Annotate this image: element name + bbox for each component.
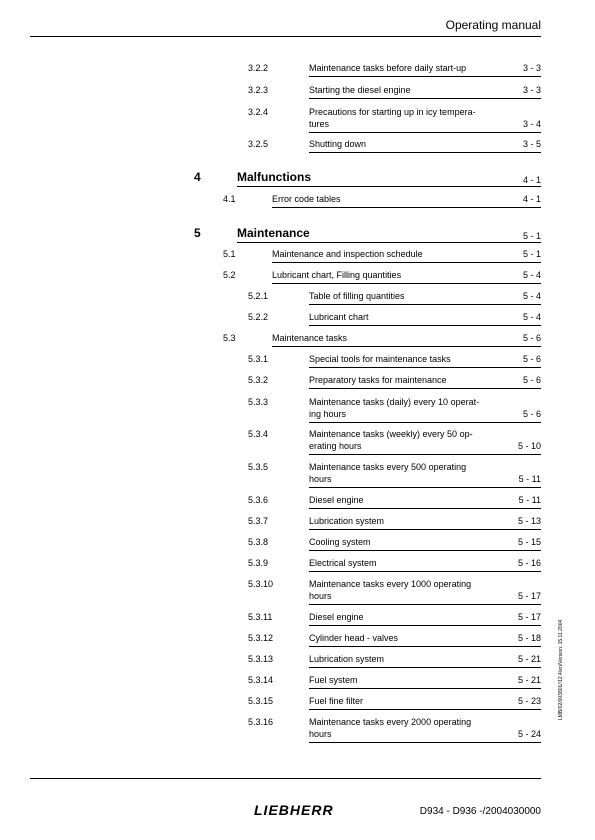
- toc-page-number: 5 - 21: [517, 654, 541, 664]
- toc-entry: [0, 557, 541, 573]
- toc-underline: [309, 604, 541, 605]
- toc-page-number: 5 - 16: [517, 558, 541, 568]
- toc-entry: [0, 536, 541, 552]
- toc-page-number: 5 - 11: [518, 474, 541, 484]
- toc-page-number: 5 - 17: [517, 612, 541, 622]
- toc-title: Cylinder head - valves: [309, 633, 399, 643]
- toc-underline: [309, 646, 541, 647]
- header-rule: [30, 36, 541, 37]
- toc-underline: [309, 571, 541, 572]
- toc-title: Special tools for maintenance tasks: [309, 354, 451, 364]
- toc-entry: [0, 653, 541, 669]
- toc-page-number: 3 - 4: [522, 119, 541, 129]
- toc-title: Diesel engine: [309, 612, 364, 622]
- header-title: Operating manual: [445, 18, 541, 32]
- toc-underline: [309, 388, 541, 389]
- toc-underline: [309, 742, 541, 743]
- toc-title: Preparatory tasks for maintenance: [309, 375, 447, 385]
- toc-underline: [309, 529, 541, 530]
- toc-page-number: 4 - 1: [522, 175, 541, 185]
- toc-entry: [0, 674, 541, 690]
- toc-title: Diesel engine: [309, 495, 364, 505]
- toc-title: hours: [309, 729, 332, 739]
- toc-entry: [0, 311, 541, 327]
- toc-number: 3.2.4: [248, 107, 269, 117]
- toc-entry: [0, 461, 541, 489]
- toc-entry: [0, 62, 541, 78]
- toc-page-number: 5 - 6: [522, 333, 541, 343]
- toc-entry: [0, 632, 541, 648]
- toc-entry: [0, 269, 541, 285]
- toc-title: Maintenance tasks (weekly) every 50 op-: [309, 429, 473, 439]
- toc-number: 5: [194, 226, 201, 240]
- toc-number: 5.2.2: [248, 312, 269, 322]
- toc-entry: [0, 193, 541, 209]
- toc-title: Maintenance tasks (daily) every 10 operat-: [309, 397, 480, 407]
- toc-number: 5.3: [223, 333, 236, 343]
- toc-page-number: 5 - 6: [522, 409, 541, 419]
- toc-entry: [0, 428, 541, 456]
- toc-title: hours: [309, 591, 332, 601]
- toc-title: Lubrication system: [309, 654, 385, 664]
- toc-page-number: 5 - 1: [522, 249, 541, 259]
- toc-number: 5.3.2: [248, 375, 269, 385]
- toc-title: Maintenance tasks every 1000 operating: [309, 579, 472, 589]
- footer-rule: [30, 778, 541, 779]
- toc-number: 5.3.16: [248, 717, 274, 727]
- toc-underline: [309, 454, 541, 455]
- toc-entry: [0, 248, 541, 264]
- toc-number: 5.3.5: [248, 462, 269, 472]
- toc-number: 5.1: [223, 249, 236, 259]
- toc-underline: [309, 132, 541, 133]
- toc-page-number: 5 - 23: [517, 696, 541, 706]
- toc-number: 5.3.8: [248, 537, 269, 547]
- toc-number: 5.3.11: [248, 612, 273, 622]
- toc-entry: [0, 716, 541, 744]
- toc-page-number: 5 - 13: [517, 516, 541, 526]
- document-code: D934 - D936 -/2004030000: [419, 806, 541, 817]
- toc-title: Starting the diesel engine: [309, 85, 411, 95]
- toc-number: 5.3.1: [248, 354, 269, 364]
- toc-entry: [0, 106, 541, 134]
- toc-underline: [309, 98, 541, 99]
- toc-page-number: 5 - 4: [522, 312, 541, 322]
- toc-page-number: 3 - 5: [522, 139, 541, 149]
- toc-entry: [0, 290, 541, 306]
- toc-page-number: 5 - 17: [517, 591, 541, 601]
- toc-page-number: 5 - 21: [517, 675, 541, 685]
- toc-page-number: 4 - 1: [522, 194, 541, 204]
- toc-number: 5.3.13: [248, 654, 274, 664]
- toc-title: Lubricant chart, Filling quantities: [272, 270, 402, 280]
- toc-page-number: 5 - 15: [517, 537, 541, 547]
- toc-underline: [309, 508, 541, 509]
- toc-title: Maintenance tasks: [272, 333, 348, 343]
- toc-page-number: 5 - 6: [522, 375, 541, 385]
- toc-title: hours: [309, 474, 332, 484]
- toc-number: 5.3.10: [248, 579, 274, 589]
- toc-title: Malfunctions: [237, 170, 311, 184]
- toc-title: Precautions for starting up in icy tempera-: [309, 107, 476, 117]
- toc-title: Maintenance tasks every 500 operating: [309, 462, 467, 472]
- toc-page-number: 5 - 10: [517, 441, 541, 451]
- toc-number: 5.3.14: [248, 675, 274, 685]
- toc-underline: [272, 262, 541, 263]
- toc-number: 5.3.12: [248, 633, 274, 643]
- toc-number: 5.3.3: [248, 397, 269, 407]
- toc-page-number: 5 - 4: [522, 291, 541, 301]
- toc-title: ing hours: [309, 409, 347, 419]
- toc-page-number: 5 - 18: [517, 633, 541, 643]
- liebherr-logo: [254, 802, 334, 823]
- toc-entry: [0, 374, 541, 390]
- toc-underline: [309, 625, 541, 626]
- toc-entry: [0, 396, 541, 424]
- toc-underline: [309, 422, 541, 423]
- toc-title: Cooling system: [309, 537, 371, 547]
- toc-number: 5.3.6: [248, 495, 269, 505]
- toc-page-number: 3 - 3: [522, 85, 541, 95]
- toc-title: Table of filling quantities: [309, 291, 405, 301]
- toc-underline: [309, 152, 541, 153]
- version-side-note: LMB/02/003801//12.4/en/Version: 15.11.2004: [558, 619, 564, 720]
- toc-number: 5.3.4: [248, 429, 269, 439]
- toc-underline: [309, 487, 541, 488]
- toc-underline: [309, 550, 541, 551]
- toc-page-number: 5 - 1: [522, 231, 541, 241]
- toc-title: Lubrication system: [309, 516, 385, 526]
- toc-underline: [237, 186, 541, 187]
- toc-underline: [309, 325, 541, 326]
- toc-number: 5.3.15: [248, 696, 274, 706]
- toc-page-number: 5 - 6: [522, 354, 541, 364]
- toc-underline: [309, 667, 541, 668]
- toc-underline: [309, 688, 541, 689]
- toc-number: 3.2.3: [248, 85, 269, 95]
- toc-entry: [0, 611, 541, 627]
- toc-title: tures: [309, 119, 330, 129]
- toc-title: Maintenance tasks before daily start-up: [309, 63, 467, 73]
- toc-title: Error code tables: [272, 194, 341, 204]
- toc-entry: [0, 695, 541, 711]
- toc-underline: [272, 207, 541, 208]
- toc-title: Lubricant chart: [309, 312, 369, 322]
- toc-title: Maintenance tasks every 2000 operating: [309, 717, 472, 727]
- toc-entry: [0, 138, 541, 154]
- toc-title: erating hours: [309, 441, 362, 451]
- toc-underline: [237, 242, 541, 243]
- toc-title: Maintenance: [237, 226, 310, 240]
- toc-entry: [0, 578, 541, 606]
- toc-title: Fuel fine filter: [309, 696, 364, 706]
- toc-page-number: 5 - 24: [517, 729, 541, 739]
- toc-number: 5.3.9: [248, 558, 269, 568]
- toc-underline: [272, 346, 541, 347]
- toc-number: 5.3.7: [248, 516, 269, 526]
- toc-chapter: [0, 226, 541, 244]
- toc-title: Electrical system: [309, 558, 377, 568]
- toc-entry: [0, 353, 541, 369]
- toc-underline: [272, 283, 541, 284]
- toc-entry: [0, 494, 541, 510]
- toc-title: Maintenance and inspection schedule: [272, 249, 423, 259]
- toc-number: 4.1: [223, 194, 236, 204]
- toc-underline: [309, 76, 541, 77]
- svg-text:LIEBHERR: LIEBHERR: [254, 802, 334, 818]
- toc-title: Shutting down: [309, 139, 367, 149]
- toc-entry: [0, 332, 541, 348]
- toc-title: Fuel system: [309, 675, 358, 685]
- toc-number: 5.2: [223, 270, 236, 280]
- toc-number: 3.2.2: [248, 63, 269, 73]
- toc-number: 4: [194, 170, 201, 184]
- toc-underline: [309, 304, 541, 305]
- toc-underline: [309, 367, 541, 368]
- toc-number: 5.2.1: [248, 291, 269, 301]
- toc-page-number: 5 - 4: [522, 270, 541, 280]
- toc-entry: [0, 84, 541, 100]
- toc-number: 3.2.5: [248, 139, 269, 149]
- toc-entry: [0, 515, 541, 531]
- toc-underline: [309, 709, 541, 710]
- toc-chapter: [0, 170, 541, 188]
- toc-page-number: 5 - 11: [518, 495, 541, 505]
- toc-page-number: 3 - 3: [522, 63, 541, 73]
